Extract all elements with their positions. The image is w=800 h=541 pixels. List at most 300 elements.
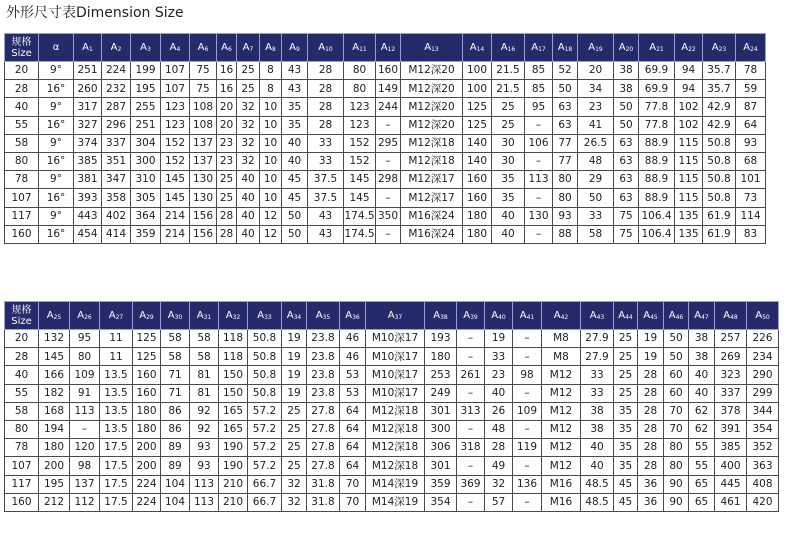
table-cell: 25 bbox=[237, 62, 260, 80]
table-cell: 95 bbox=[70, 330, 100, 348]
column-header-subscript: 14 bbox=[476, 45, 485, 53]
column-header-symbol: A bbox=[643, 309, 651, 321]
table-cell: 20 bbox=[217, 98, 237, 116]
table-cell: 50.8 bbox=[703, 171, 736, 189]
table-cell: M16深24 bbox=[401, 225, 463, 243]
table-cell: 140 bbox=[463, 134, 492, 152]
column-header-symbol: A bbox=[500, 41, 508, 53]
column-header-subscript: 9 bbox=[296, 45, 300, 53]
table-cell: 16° bbox=[39, 116, 74, 134]
table-cell: 88.9 bbox=[639, 171, 675, 189]
table-cell: 224 bbox=[102, 62, 131, 80]
table-cell: 443 bbox=[74, 207, 102, 225]
table-cell: 57.2 bbox=[248, 457, 282, 475]
column-header bbox=[190, 34, 217, 62]
table-cell: 40 bbox=[237, 207, 260, 225]
table-cell: 160 bbox=[133, 366, 161, 384]
table-cell: 50.8 bbox=[248, 366, 282, 384]
column-header-subscript: 45 bbox=[650, 313, 658, 321]
column-header-symbol: A bbox=[315, 309, 323, 321]
table-cell: 61.9 bbox=[703, 207, 736, 225]
table-cell: 25 bbox=[282, 457, 307, 475]
table-cell: 10 bbox=[260, 152, 282, 170]
table-cell: 85 bbox=[525, 80, 553, 98]
table-cell: 109 bbox=[70, 366, 100, 384]
column-header bbox=[131, 34, 161, 62]
table-cell: M10深17 bbox=[366, 366, 425, 384]
table-cell: 318 bbox=[457, 439, 485, 457]
table-cell: 13.5 bbox=[100, 402, 133, 420]
table-cell: – bbox=[376, 225, 401, 243]
column-header bbox=[39, 34, 74, 62]
size-cell: 40 bbox=[5, 366, 39, 384]
table-cell: 130 bbox=[525, 207, 553, 225]
table-cell: 300 bbox=[425, 420, 457, 438]
table-cell: 25 bbox=[237, 80, 260, 98]
table-cell: 195 bbox=[131, 80, 161, 98]
size-cell: 58 bbox=[5, 134, 39, 152]
table-cell: 48 bbox=[485, 420, 513, 438]
table-cell: 385 bbox=[715, 439, 747, 457]
table-cell: 58 bbox=[161, 330, 190, 348]
table-cell: 53 bbox=[340, 366, 366, 384]
table-cell: 123 bbox=[161, 98, 190, 116]
table-cell: 193 bbox=[425, 330, 457, 348]
table-cell: 104 bbox=[161, 475, 190, 493]
column-header-symbol: A bbox=[265, 41, 272, 53]
column-header bbox=[492, 34, 525, 62]
column-header-symbol: A bbox=[618, 309, 626, 321]
table-cell: 137 bbox=[70, 475, 100, 493]
table-cell: 89 bbox=[161, 457, 190, 475]
table-cell: 115 bbox=[675, 134, 703, 152]
table-cell: M12深20 bbox=[401, 80, 463, 98]
table-cell: – bbox=[376, 189, 401, 207]
table-cell: 55 bbox=[689, 439, 715, 457]
table-cell: M8 bbox=[542, 348, 581, 366]
table-cell: 38 bbox=[581, 402, 614, 420]
table-cell: 25 bbox=[217, 189, 237, 207]
table-cell: 12 bbox=[260, 225, 282, 243]
table-cell: 369 bbox=[457, 475, 485, 493]
table-cell: 33 bbox=[581, 384, 614, 402]
table-cell: M12 bbox=[542, 366, 581, 384]
table-cell: 34 bbox=[578, 80, 614, 98]
table-cell: 160 bbox=[463, 189, 492, 207]
size-cell: 78 bbox=[5, 171, 39, 189]
table-cell: 313 bbox=[457, 402, 485, 420]
table-cell: M10深17 bbox=[366, 330, 425, 348]
column-header-symbol: A bbox=[755, 309, 763, 321]
table-cell: 9° bbox=[39, 98, 74, 116]
table-cell: 214 bbox=[161, 207, 190, 225]
table-cell: 261 bbox=[457, 366, 485, 384]
table-cell: 38 bbox=[581, 420, 614, 438]
column-header-subscript: 7 bbox=[249, 45, 254, 53]
table-cell: 323 bbox=[715, 366, 747, 384]
table-cell: 98 bbox=[513, 366, 542, 384]
table-cell: 327 bbox=[74, 116, 102, 134]
table-cell: 109 bbox=[513, 402, 542, 420]
table-cell: 337 bbox=[102, 134, 131, 152]
table-cell: 113 bbox=[70, 402, 100, 420]
table-cell: 48 bbox=[578, 152, 614, 170]
table-cell: 224 bbox=[133, 493, 161, 511]
column-header-symbol: A bbox=[681, 41, 689, 53]
table-cell: 354 bbox=[425, 493, 457, 511]
table-cell: 350 bbox=[376, 207, 401, 225]
table-cell: 16° bbox=[39, 189, 74, 207]
table-cell: 115 bbox=[675, 189, 703, 207]
table-cell: 93 bbox=[190, 457, 219, 475]
column-header-subscript: 2 bbox=[117, 45, 122, 53]
table-cell: – bbox=[513, 457, 542, 475]
table-cell: 28 bbox=[308, 62, 344, 80]
table-cell: 358 bbox=[102, 189, 131, 207]
table-cell: M12深18 bbox=[366, 420, 425, 438]
table-cell: 150 bbox=[219, 366, 248, 384]
column-header-symbol: A bbox=[668, 309, 676, 321]
table-cell: 290 bbox=[747, 366, 779, 384]
table-cell: 9° bbox=[39, 62, 74, 80]
column-header-symbol: A bbox=[169, 41, 177, 53]
column-header-symbol: A bbox=[352, 41, 360, 53]
column-header-subscript: 6 bbox=[204, 45, 209, 53]
table-cell: 200 bbox=[133, 439, 161, 457]
table-cell: 16 bbox=[217, 80, 237, 98]
table-cell: 50 bbox=[282, 207, 308, 225]
table-cell: 16 bbox=[217, 62, 237, 80]
table-cell: 393 bbox=[74, 189, 102, 207]
table-cell: 33 bbox=[581, 366, 614, 384]
size-cell: 80 bbox=[5, 152, 39, 170]
table-cell: 40 bbox=[689, 384, 715, 402]
table-cell: 30 bbox=[492, 152, 525, 170]
size-cell: 160 bbox=[5, 225, 39, 243]
table-cell: M12深20 bbox=[401, 98, 463, 116]
column-header-symbol: A bbox=[318, 41, 326, 53]
table-cell: 8 bbox=[260, 62, 282, 80]
table-cell: 60 bbox=[664, 384, 689, 402]
table-cell: M12深18 bbox=[366, 402, 425, 420]
table-row bbox=[5, 189, 766, 207]
table-cell: 42.9 bbox=[703, 116, 736, 134]
table-cell: 40 bbox=[237, 225, 260, 243]
table-row bbox=[5, 439, 779, 457]
table-cell: 95 bbox=[525, 98, 553, 116]
table-cell: 50 bbox=[664, 348, 689, 366]
size-cell: 58 bbox=[5, 402, 39, 420]
column-header-subscript: 26 bbox=[84, 313, 92, 321]
table-cell: 35.7 bbox=[703, 80, 736, 98]
table-cell: 38 bbox=[689, 348, 715, 366]
table-cell: 45 bbox=[282, 189, 308, 207]
table-cell: 93 bbox=[553, 207, 578, 225]
table-cell: 251 bbox=[74, 62, 102, 80]
column-header-symbol: A bbox=[553, 309, 561, 321]
table-row bbox=[5, 225, 766, 243]
table-cell: 90 bbox=[664, 475, 689, 493]
table-cell: 445 bbox=[715, 475, 747, 493]
table-cell: 298 bbox=[376, 171, 401, 189]
column-header-subscript: 22 bbox=[688, 45, 696, 53]
table-cell: 65 bbox=[689, 493, 715, 511]
table-cell: 64 bbox=[736, 116, 766, 134]
column-header bbox=[703, 34, 736, 62]
table-cell: 85 bbox=[525, 62, 553, 80]
column-header bbox=[39, 302, 70, 330]
table-cell: – bbox=[457, 420, 485, 438]
dimension-table-1 bbox=[4, 33, 766, 244]
table-cell: 58 bbox=[161, 348, 190, 366]
column-header bbox=[675, 34, 703, 62]
table-cell: 64 bbox=[340, 420, 366, 438]
table-cell: 40 bbox=[689, 366, 715, 384]
table-cell: 59 bbox=[736, 80, 766, 98]
table-cell: 38 bbox=[614, 80, 639, 98]
table-cell: M10深17 bbox=[366, 348, 425, 366]
table-cell: 26.5 bbox=[578, 134, 614, 152]
table-cell: 23.8 bbox=[307, 348, 340, 366]
table-cell: 58 bbox=[578, 225, 614, 243]
column-header-subscript: 43 bbox=[596, 313, 605, 321]
table-cell: 414 bbox=[102, 225, 131, 243]
table-cell: 381 bbox=[74, 171, 102, 189]
table-cell: 306 bbox=[425, 439, 457, 457]
table-cell: M12深17 bbox=[401, 189, 463, 207]
table-cell: M12深18 bbox=[366, 457, 425, 475]
table-cell: 301 bbox=[425, 402, 457, 420]
table-cell: 64 bbox=[340, 402, 366, 420]
table-cell: 140 bbox=[463, 152, 492, 170]
table-cell: 64 bbox=[340, 457, 366, 475]
table-cell: 65 bbox=[689, 475, 715, 493]
column-header bbox=[425, 302, 457, 330]
table-cell: M12深18 bbox=[401, 134, 463, 152]
table-cell: 125 bbox=[133, 330, 161, 348]
table-cell: 299 bbox=[747, 384, 779, 402]
column-header bbox=[485, 302, 513, 330]
table-cell: 17.5 bbox=[100, 475, 133, 493]
column-header bbox=[217, 34, 237, 62]
size-cell: 40 bbox=[5, 98, 39, 116]
column-header bbox=[307, 302, 340, 330]
table-cell: 166 bbox=[39, 366, 70, 384]
column-header-subscript: 18 bbox=[564, 45, 573, 53]
table-cell: 63 bbox=[553, 98, 578, 116]
table-cell: 50.8 bbox=[703, 189, 736, 207]
table-cell: 45 bbox=[282, 171, 308, 189]
column-header bbox=[639, 34, 675, 62]
table-cell: 10 bbox=[260, 134, 282, 152]
dimension-table-2 bbox=[4, 301, 779, 512]
table-cell: 106.4 bbox=[639, 225, 675, 243]
size-cell: 28 bbox=[5, 348, 39, 366]
table-cell: 16° bbox=[39, 152, 74, 170]
table-cell: 30 bbox=[492, 134, 525, 152]
column-header-subscript: 13 bbox=[431, 45, 439, 53]
table-cell: 210 bbox=[219, 475, 248, 493]
table-cell: 80 bbox=[344, 80, 376, 98]
column-header bbox=[664, 302, 689, 330]
column-header-symbol: A bbox=[286, 309, 294, 321]
table-cell: – bbox=[525, 152, 553, 170]
table-cell: 91 bbox=[70, 384, 100, 402]
table-cell: 165 bbox=[219, 420, 248, 438]
table-cell: 137 bbox=[190, 152, 217, 170]
table-cell: 180 bbox=[133, 402, 161, 420]
table-cell: 359 bbox=[131, 225, 161, 243]
column-header-subscript: 29 bbox=[146, 313, 154, 321]
table-cell: 23 bbox=[217, 152, 237, 170]
table-cell: 125 bbox=[463, 98, 492, 116]
column-header bbox=[161, 34, 190, 62]
table-cell: 75 bbox=[190, 80, 217, 98]
table-cell: M14深19 bbox=[366, 475, 425, 493]
table-cell: – bbox=[376, 152, 401, 170]
column-header-symbol: A bbox=[197, 41, 205, 53]
table-cell: – bbox=[457, 457, 485, 475]
table-cell: 64 bbox=[340, 439, 366, 457]
table-cell: 63 bbox=[614, 189, 639, 207]
column-header-symbol: A bbox=[711, 41, 719, 53]
column-header-subscript: 8 bbox=[272, 45, 276, 53]
table-cell: – bbox=[457, 384, 485, 402]
table-cell: 19 bbox=[485, 330, 513, 348]
table-cell: 113 bbox=[190, 493, 219, 511]
table-cell: 73 bbox=[736, 189, 766, 207]
table-cell: 190 bbox=[219, 457, 248, 475]
table-row bbox=[5, 384, 779, 402]
table-cell: 66.7 bbox=[248, 475, 282, 493]
table-cell: 98 bbox=[70, 457, 100, 475]
column-header-symbol: A bbox=[387, 309, 395, 321]
column-header-subscript: 19 bbox=[595, 45, 603, 53]
table-cell: 40 bbox=[492, 225, 525, 243]
table-cell: 70 bbox=[664, 420, 689, 438]
column-header-symbol: A bbox=[557, 41, 565, 53]
table-cell: 53 bbox=[340, 384, 366, 402]
table-cell: 25 bbox=[492, 116, 525, 134]
table-cell: 115 bbox=[675, 171, 703, 189]
table-cell: 28 bbox=[638, 384, 664, 402]
table-cell: 310 bbox=[131, 171, 161, 189]
column-header-symbol: A bbox=[140, 41, 147, 53]
table-cell: – bbox=[525, 116, 553, 134]
table-cell: 149 bbox=[376, 80, 401, 98]
table-cell: 16° bbox=[39, 80, 74, 98]
table-cell: 68 bbox=[736, 152, 766, 170]
table-cell: 212 bbox=[39, 493, 70, 511]
table-cell: 28 bbox=[638, 439, 664, 457]
column-header-symbol: A bbox=[694, 309, 702, 321]
table-cell: 16° bbox=[39, 225, 74, 243]
column-header bbox=[366, 302, 425, 330]
column-header-symbol: A bbox=[289, 41, 296, 53]
column-header-subscript: 17 bbox=[538, 45, 546, 53]
column-header bbox=[553, 34, 578, 62]
table-cell: 35.7 bbox=[703, 62, 736, 80]
table-cell: 33 bbox=[578, 207, 614, 225]
table-cell: 32 bbox=[237, 116, 260, 134]
table-cell: – bbox=[457, 330, 485, 348]
table-cell: 420 bbox=[747, 493, 779, 511]
table-cell: 28 bbox=[308, 116, 344, 134]
table-cell: 232 bbox=[102, 80, 131, 98]
table-cell: 80 bbox=[70, 348, 100, 366]
column-header-subscript: 1 bbox=[89, 45, 93, 53]
column-header-subscript: 48 bbox=[730, 313, 738, 321]
table-cell: M12 bbox=[542, 420, 581, 438]
table-cell: 37.5 bbox=[308, 189, 344, 207]
table-cell: 152 bbox=[344, 152, 376, 170]
table-cell: 108 bbox=[190, 116, 217, 134]
column-header-symbol: A bbox=[491, 309, 499, 321]
table-cell: 351 bbox=[102, 152, 131, 170]
table-cell: 352 bbox=[747, 439, 779, 457]
table-cell: 145 bbox=[161, 189, 190, 207]
table-cell: 10 bbox=[260, 98, 282, 116]
table-cell: 23.8 bbox=[307, 330, 340, 348]
table-cell: 102 bbox=[675, 98, 703, 116]
column-header-symbol: A bbox=[257, 309, 265, 321]
table-cell: 253 bbox=[425, 366, 457, 384]
table-row bbox=[5, 420, 779, 438]
table-cell: 50 bbox=[614, 116, 639, 134]
table-cell: 80 bbox=[553, 189, 578, 207]
table-cell: 38 bbox=[689, 330, 715, 348]
table-cell: 120 bbox=[70, 439, 100, 457]
size-cell: 117 bbox=[5, 207, 39, 225]
table-cell: 40 bbox=[492, 207, 525, 225]
table-cell: 23 bbox=[217, 134, 237, 152]
table-cell: 145 bbox=[344, 171, 376, 189]
table-cell: M12深18 bbox=[366, 439, 425, 457]
table-cell: 255 bbox=[131, 98, 161, 116]
column-header bbox=[463, 34, 492, 62]
table-cell: 114 bbox=[736, 207, 766, 225]
column-header-symbol: A bbox=[167, 309, 175, 321]
column-header bbox=[736, 34, 766, 62]
column-header-symbol: A bbox=[433, 309, 441, 321]
column-header-subscript: 12 bbox=[387, 45, 396, 53]
table-cell: 199 bbox=[131, 62, 161, 80]
table-cell: 48.5 bbox=[581, 493, 614, 511]
table-cell: 378 bbox=[715, 402, 747, 420]
table-cell: 337 bbox=[715, 384, 747, 402]
table-cell: 71 bbox=[161, 384, 190, 402]
table-cell: 35 bbox=[614, 402, 638, 420]
table-cell: 35 bbox=[282, 98, 308, 116]
table-cell: 83 bbox=[736, 225, 766, 243]
table-cell: 260 bbox=[74, 80, 102, 98]
table-cell: 305 bbox=[131, 189, 161, 207]
column-header-subscript: 27 bbox=[115, 313, 124, 321]
table-cell: – bbox=[70, 420, 100, 438]
table-cell: 40 bbox=[237, 189, 260, 207]
table-row bbox=[5, 152, 766, 170]
column-header bbox=[689, 302, 715, 330]
table-cell: – bbox=[513, 330, 542, 348]
table-cell: 118 bbox=[219, 330, 248, 348]
column-header-symbol: A bbox=[463, 309, 471, 321]
column-header bbox=[219, 302, 248, 330]
table-cell: – bbox=[513, 493, 542, 511]
table-cell: 160 bbox=[376, 62, 401, 80]
table-cell: 32 bbox=[282, 475, 307, 493]
table-cell: 28 bbox=[638, 402, 664, 420]
table-cell: 49 bbox=[485, 457, 513, 475]
